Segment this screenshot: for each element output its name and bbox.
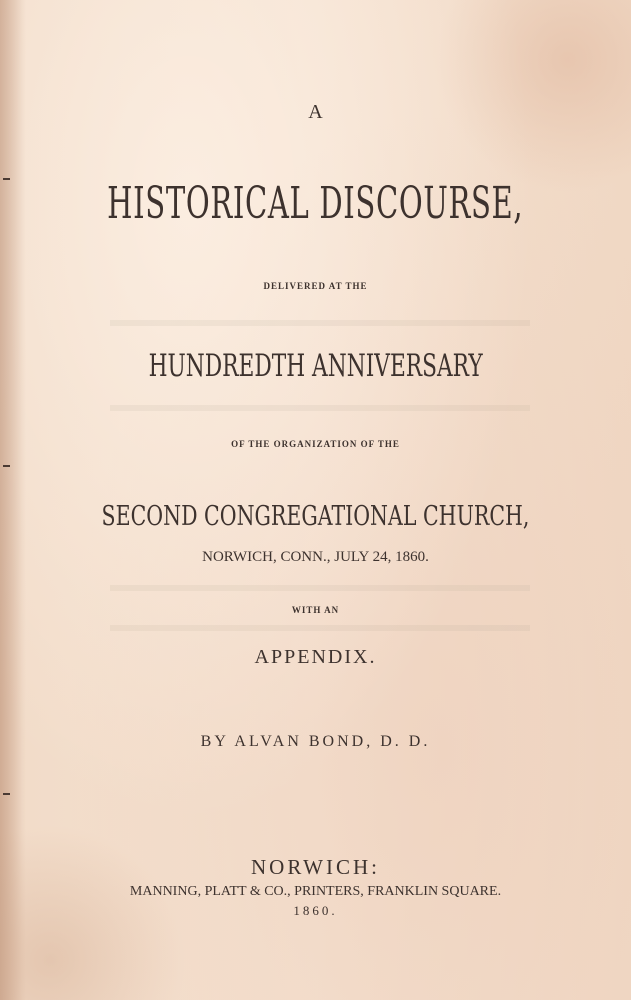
main-title — [0, 178, 631, 229]
church-name — [0, 501, 631, 532]
title-article: A — [308, 101, 323, 123]
appendix-heading: APPENDIX. — [254, 646, 377, 668]
imprint-city: NORWICH: — [251, 855, 380, 879]
author-line: BY ALVAN BOND, D. D. — [200, 733, 431, 750]
imprint-year: 1860. — [293, 903, 338, 918]
place-date-line: NORWICH, CONN., JULY 24, 1860. — [202, 549, 429, 565]
occasion-title-text: HUNDREDTH ANNIVERSARY — [148, 348, 483, 384]
delivered-line: DELIVERED AT THE — [263, 281, 368, 291]
imprint-printers: MANNING, PLATT & CO., PRINTERS, FRANKLIN SQUARE. — [129, 884, 502, 899]
organization-line: OF THE ORGANIZATION OF THE — [231, 439, 400, 449]
main-title-text: HISTORICAL DISCOURSE, — [107, 178, 524, 229]
occasion-title — [0, 348, 631, 384]
with-an-line: WITH AN — [291, 605, 340, 615]
church-name-text: SECOND CONGREGATIONAL CHURCH, — [101, 501, 530, 532]
